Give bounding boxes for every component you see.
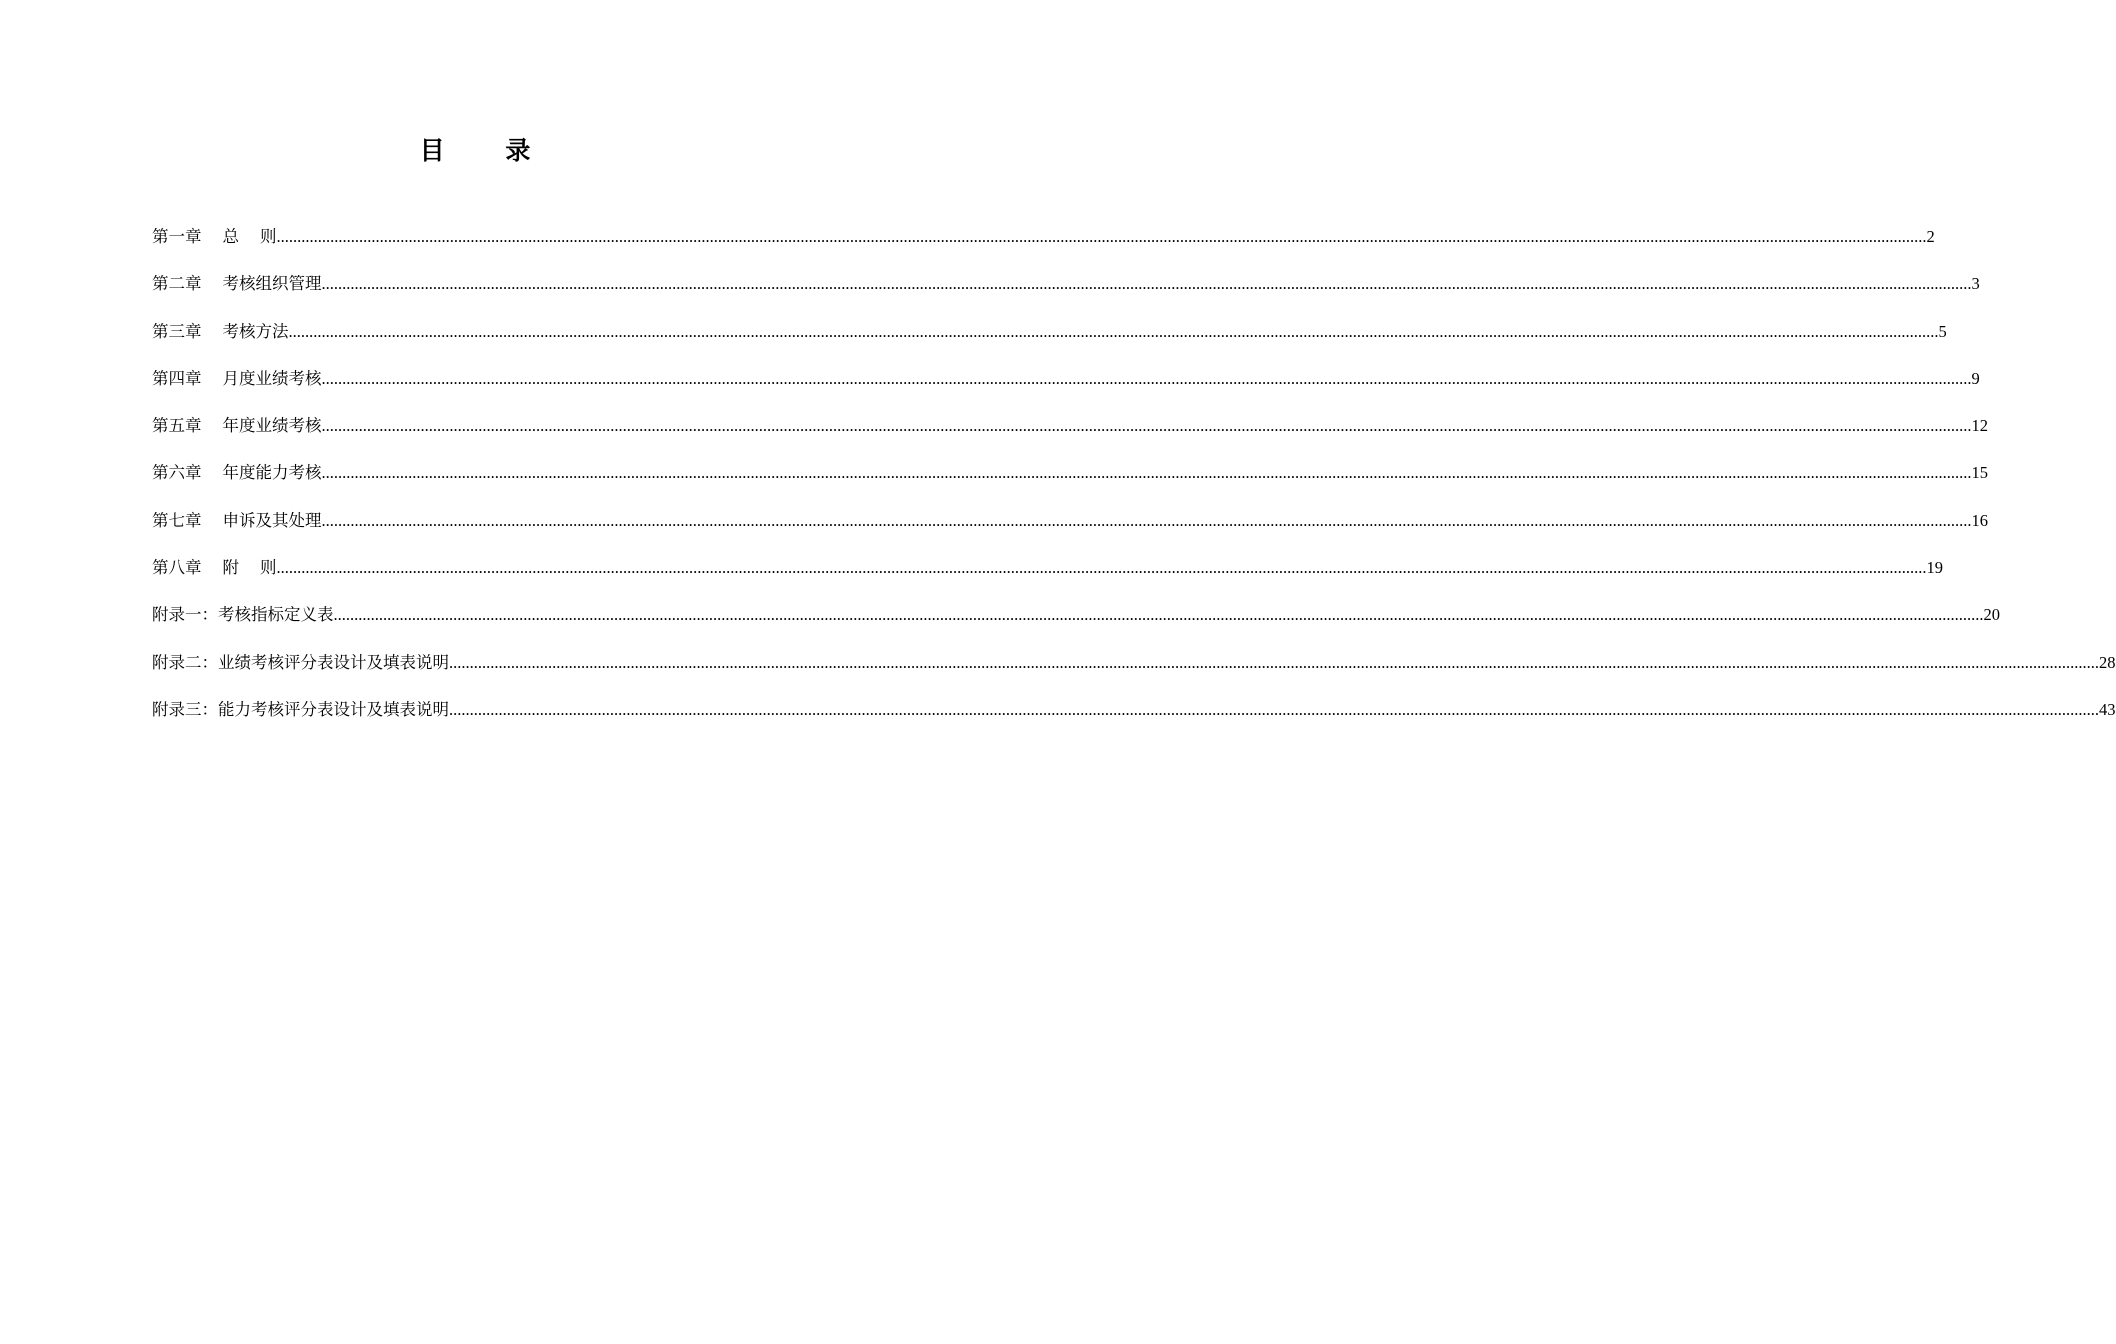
toc-entry-label: 第五章 年度业绩考核 [152,416,322,436]
toc-entry-label: 第四章 月度业绩考核 [152,368,322,388]
toc-entry[interactable] [152,686,2116,733]
toc-leader-dots: ................................................................................................................................................................................................................................................................................................................................................................................................................ [321,510,1972,530]
toc-entry-page: 28 [2099,652,2116,672]
toc-entry-label: 附录三：能力考核评分表设计及填表说明 [152,699,449,719]
toc-entry-label: 附录一：考核指标定义表 [152,605,334,625]
toc-entry[interactable] [152,213,1935,260]
toc-leader-dots: ................................................................................................................................................................................................................................................................................................................................................................................................................ [333,605,1984,625]
toc-leader-dots: ................................................................................................................................................................................................................................................................................................................................................................................................................ [321,368,1972,388]
toc-entry[interactable] [152,308,1947,355]
toc-leader-dots: ................................................................................................................................................................................................................................................................................................................................................................................................................ [449,652,2099,672]
toc-leader-dots: ................................................................................................................................................................................................................................................................................................................................................................................................................ [321,274,1972,294]
toc-entry[interactable] [152,260,1980,307]
toc-entry[interactable] [152,544,1943,591]
toc-entry-page: 20 [1983,605,2000,625]
toc-entry-page: 5 [1938,321,1947,341]
toc-entry-page: 19 [1926,558,1943,578]
toc-entry-page: 2 [1926,227,1935,246]
toc-entry[interactable] [152,497,1988,544]
toc-leader-dots: ................................................................................................................................................................................................................................................................................................................................................................................................................ [321,463,1972,483]
toc-entry-page: 3 [1971,274,1980,294]
toc-entry-label: 第六章 年度能力考核 [152,463,322,483]
toc-entry[interactable] [152,402,1988,449]
toc-list [152,213,2116,733]
toc-entry[interactable] [152,355,1980,402]
toc-leader-dots: ................................................................................................................................................................................................................................................................................................................................................................................................................ [321,416,1972,436]
toc-entry-page: 43 [2099,699,2116,719]
toc-entry-page: 12 [1971,416,1988,436]
toc-entry[interactable] [152,449,1988,496]
toc-entry-page: 15 [1971,463,1988,483]
toc-leader-dots: ................................................................................................................................................................................................................................................................................................................................................................................................................ [449,699,2099,719]
toc-entry-page: 9 [1971,368,1980,388]
toc-entry-label: 第八章 附 则 [152,558,277,578]
toc-leader-dots: ................................................................................................................................................................................................................................................................................................................................................................................................................ [276,227,1927,246]
toc-entry-label: 附录二：业绩考核评分表设计及填表说明 [152,652,449,672]
toc-entry-label: 第一章 总 则 [152,227,277,246]
toc-leader-dots: ................................................................................................................................................................................................................................................................................................................................................................................................................ [276,558,1927,578]
toc-title: 目 录 [419,136,557,165]
toc-leader-dots: ................................................................................................................................................................................................................................................................................................................................................................................................................ [288,321,1939,341]
toc-entry-label: 第七章 申诉及其处理 [152,510,322,530]
toc-entry[interactable] [152,591,2000,638]
toc-entry[interactable] [152,639,2116,686]
toc-entry-page: 16 [1971,510,1988,530]
toc-entry-label: 第三章 考核方法 [152,321,289,341]
toc-entry-label: 第二章 考核组织管理 [152,274,322,294]
